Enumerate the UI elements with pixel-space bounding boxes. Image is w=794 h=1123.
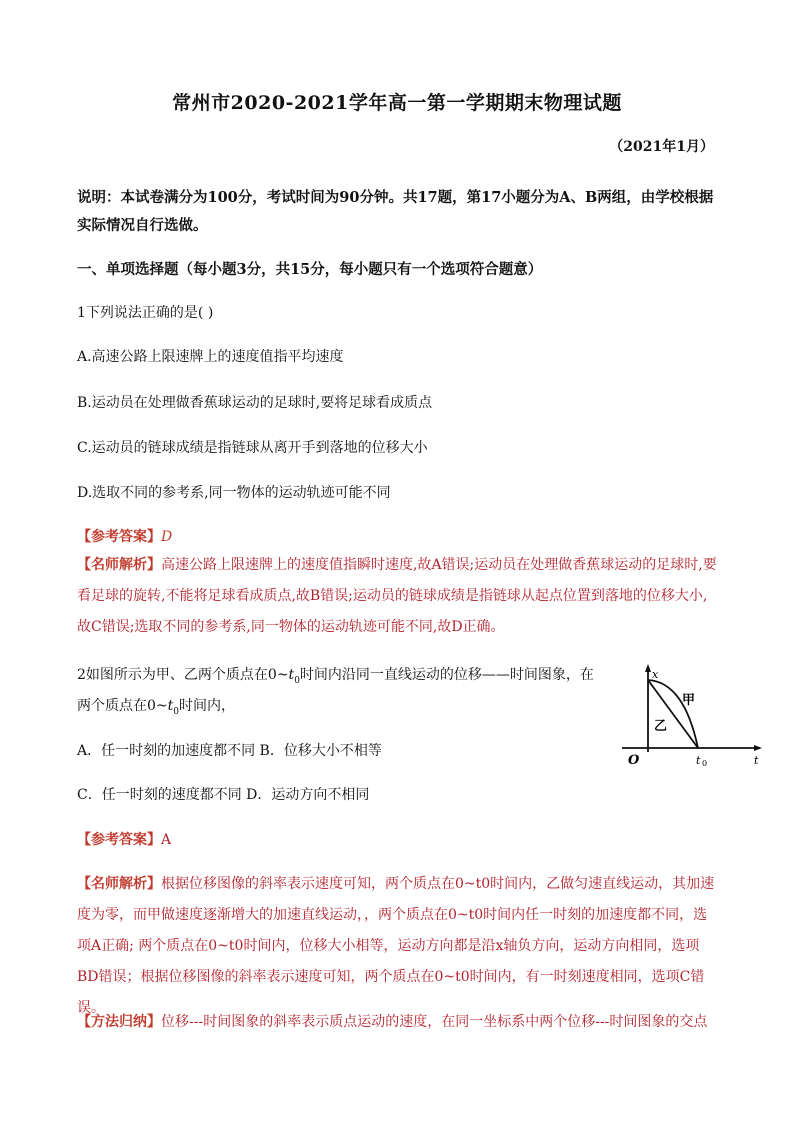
- q2-options-cd: C．任一时刻的速度都不同 D．运动方向不相同: [77, 787, 370, 803]
- q1-option-c: C.运动员的链球成绩是指链球从离开手到落地的位移大小: [77, 440, 428, 456]
- t0-label-subscript: 0: [702, 759, 708, 768]
- origin-label: O: [628, 753, 640, 768]
- q2-method: [77, 1007, 717, 1038]
- exam-date: （2021年1月）: [609, 139, 714, 155]
- q2-stem-part: 时间内沿同一直线运动的位移——时间图象，在: [299, 667, 594, 683]
- q1-analysis: [77, 550, 717, 643]
- analysis-label: 【名师解析】: [77, 557, 161, 573]
- t0-symbol: t: [167, 698, 174, 714]
- q2-stem-part: 2如图所示为甲、乙两个质点在0~: [77, 667, 289, 683]
- method-text: 位移---时间图象的斜率表示质点运动的速度，在同一坐标系中两个位移---时间图象的交点: [161, 1014, 708, 1030]
- q2-stem-line2: [77, 695, 235, 717]
- q2-answer: [77, 829, 171, 849]
- answer-label: 【参考答案】: [77, 832, 161, 848]
- q2-stem-part: 两个质点在0~: [77, 698, 168, 714]
- analysis-text: 高速公路上限速牌上的速度值指瞬时速度,故A错误;运动员在处理做香蕉球运动的足球时,要看足球的旋转,不能将足球看成质点,故B错误;运动员的链球成绩是指链球从起点位置到落地的位移大小,故C错误;选取不同的参考系,同一物体的运动轨迹可能不同,故D正确。: [77, 557, 717, 635]
- section-heading: 一、单项选择题（每小题3分，共15分，每小题只有一个选项符合题意）: [77, 261, 543, 278]
- q1-option-b: B.运动员在处理做香蕉球运动的足球时,要将足球看成质点: [77, 395, 433, 411]
- q2-stem-part: 时间内，: [179, 698, 236, 714]
- q2-stem: [77, 664, 594, 686]
- yi-label: 乙: [654, 719, 668, 734]
- x-axis-arrow-icon: [645, 664, 651, 672]
- q1-stem: 1下列说法正确的是( ): [77, 305, 214, 321]
- answer-value: D: [161, 529, 173, 545]
- answer-label: 【参考答案】: [77, 529, 161, 545]
- page-title: 常州市2020-2021学年高一第一学期期末物理试题: [172, 92, 622, 114]
- instructions: 说明：本试卷满分为100分，考试时间为90分钟。共17题，第17小题分为A、B两组，由学校根据实际情况自行选做。: [77, 189, 714, 234]
- analysis-label: 【名师解析】: [77, 876, 161, 892]
- t0-label: t: [696, 754, 701, 767]
- t0-subscript: 0: [294, 675, 300, 686]
- q1-option-a: A.高速公路上限速牌上的速度值指平均速度: [77, 349, 344, 365]
- q1-option-d: D.选取不同的参考系,同一物体的运动轨迹可能不同: [77, 485, 391, 501]
- jia-label: 甲: [682, 693, 696, 708]
- q1-answer: [77, 526, 172, 546]
- t0-subscript: 0: [173, 706, 180, 717]
- q2-analysis: [77, 869, 717, 1024]
- t-axis-arrow-icon: [754, 745, 762, 751]
- q2-options-ab: A．任一时刻的加速度都不同 B．位移大小不相等: [77, 743, 382, 759]
- answer-value: A: [161, 832, 172, 848]
- analysis-text: 根据位移图像的斜率表示速度可知，两个质点在0~t0时间内，乙做匀速直线运动，其加速度为零，而甲做速度逐渐增大的加速直线运动，，两个质点在0~t0时间内任一时刻的加速度都不同，选项A正确; 两个质点在0~t0时间内，位移大小相等，运动方向都是沿x轴负方向，运动方向相同，选项BD错误；根据位移图像的斜率表示速度可知，两个质点在0~t0时间内，有一时刻速度相同，选项C错误。: [77, 876, 715, 1016]
- x-axis-label: x: [652, 668, 659, 681]
- t-axis-label: t: [754, 754, 759, 767]
- curve-yi: [648, 680, 698, 748]
- method-label: 【方法归纳】: [77, 1014, 161, 1030]
- xt-graph-figure: [612, 660, 762, 770]
- t0-symbol: t: [288, 667, 295, 683]
